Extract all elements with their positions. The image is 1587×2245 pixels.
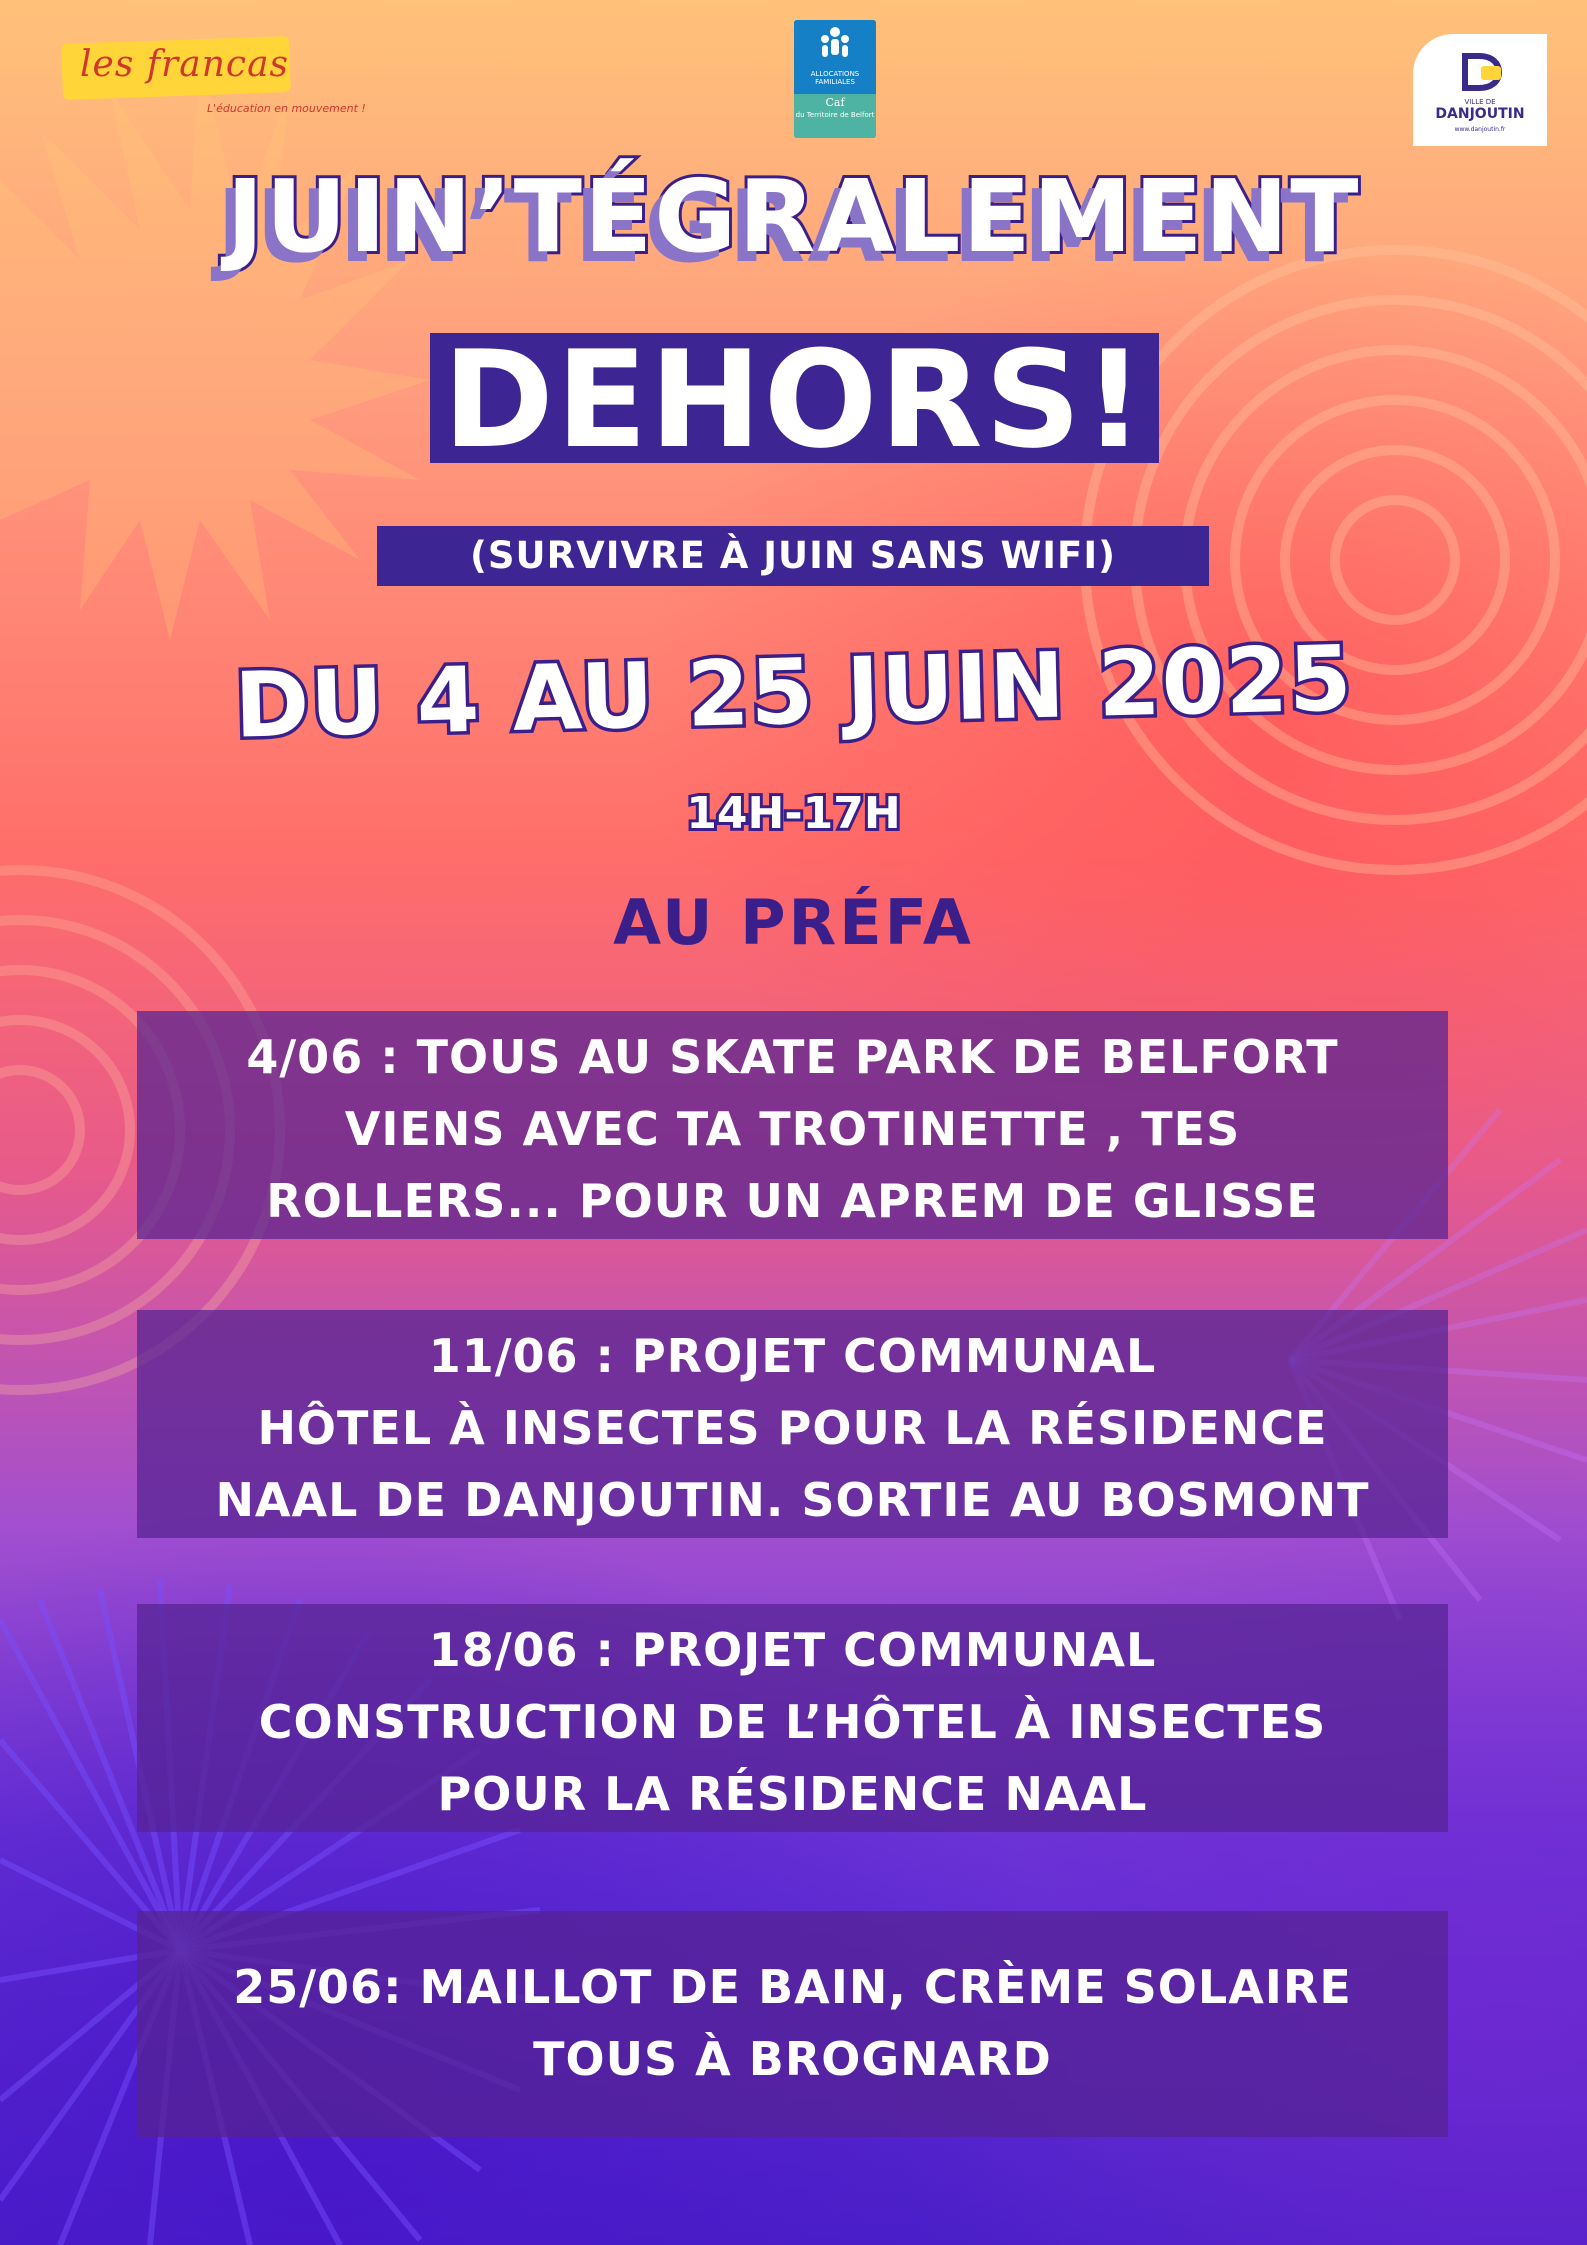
event-card-0406 bbox=[137, 1011, 1448, 1239]
francas-tagline: L'éducation en mouvement ! bbox=[207, 102, 366, 115]
event-line: 18/06 : PROJET COMMUNAL bbox=[428, 1623, 1157, 1677]
event-line: ROLLERS... POUR UN APREM DE GLISSE bbox=[266, 1174, 1319, 1228]
family-icon bbox=[820, 26, 850, 66]
danjoutin-url: www.danjoutin.fr bbox=[1454, 126, 1506, 133]
event-card-2506 bbox=[137, 1911, 1448, 2137]
caf-alloc-text: ALLOCATIONS FAMILIALES bbox=[810, 70, 860, 86]
event-line: 25/06: MAILLOT DE BAIN, CRÈME SOLAIRE bbox=[233, 1960, 1352, 2014]
caf-name: Caf bbox=[825, 96, 845, 109]
event-line: POUR LA RÉSIDENCE NAAL bbox=[437, 1767, 1148, 1821]
caf-logo bbox=[794, 20, 876, 138]
location: AU PRÉFA bbox=[613, 886, 974, 959]
event-line: NAAL DE DANJOUTIN. SORTIE AU BOSMONT bbox=[215, 1473, 1370, 1527]
date-range: DU 4 AU 25 JUIN 2025 bbox=[233, 626, 1354, 759]
title-line-2-box bbox=[430, 322, 1159, 478]
event-card-1106 bbox=[137, 1310, 1448, 1538]
title-line-2: DEHORS! bbox=[442, 322, 1147, 478]
event-line: VIENS AVEC TA TROTINETTE , TES bbox=[344, 1102, 1241, 1156]
caf-subtitle: du Territoire de Belfort bbox=[795, 111, 875, 119]
title-line-1: JUIN’TÉGRALEMENT bbox=[226, 158, 1361, 275]
event-line: CONSTRUCTION DE L’HÔTEL À INSECTES bbox=[258, 1695, 1327, 1749]
danjoutin-emblem-icon bbox=[1457, 48, 1505, 96]
danjoutin-name: DANJOUTIN bbox=[1435, 106, 1525, 122]
event-line: 11/06 : PROJET COMMUNAL bbox=[428, 1329, 1157, 1383]
francas-logo bbox=[62, 36, 366, 126]
event-card-1806 bbox=[137, 1604, 1448, 1832]
danjoutin-villede: VILLE DE bbox=[1464, 98, 1496, 106]
event-line: HÔTEL À INSECTES POUR LA RÉSIDENCE bbox=[257, 1401, 1328, 1455]
hours: 14H-17H bbox=[686, 788, 901, 839]
danjoutin-logo bbox=[1413, 34, 1547, 146]
event-line: TOUS À BROGNARD bbox=[533, 2032, 1052, 2086]
subtitle: (SURVIVRE À JUIN SANS WIFI) bbox=[377, 526, 1209, 586]
francas-logo-text: les francas bbox=[80, 44, 290, 85]
event-line: 4/06 : TOUS AU SKATE PARK DE BELFORT bbox=[246, 1030, 1339, 1084]
